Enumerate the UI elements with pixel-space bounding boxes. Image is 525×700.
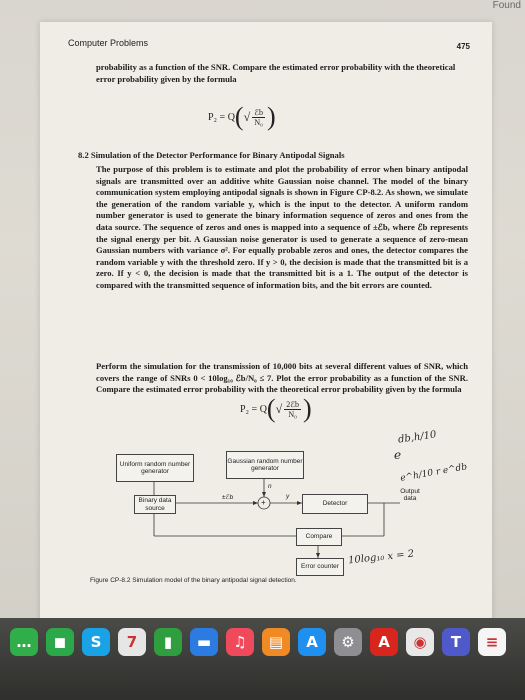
handwritten-note-2: e bbox=[394, 448, 402, 462]
problem-paragraph-1: The purpose of this problem is to estimate and plot the probability of error when binary antipodal signals are transmitted over an additive white Gaussian noise channel. The model of the binary communication system employing antipodal signals is shown in Figure CP-8.2. As shown, we simulate the generation of the random variable y, which is the input to the detector. A uniform random number generator is used to generate the binary information sequence of zeros and ones from the data source. The sequence of zeros and ones is mapped into a sequence of ±ℰb, where ℰb represents the signal energy per bit. A Gaussian noise generator is used to generate a sequence of zero-mean Gaussian numbers with variance σ². For equally probable zeros and ones, the detector compares the random variable y with the threshold zero. If y > 0, the decision is made that the transmitted bit is a zero. If y < 0, the decision is made that the transmitted bit is a 1. The output of the detector is compared with the transmitted sequence of information bits, and the bit errors are counted. bbox=[96, 164, 468, 290]
uniform-random-generator-box: Uniform random number generator bbox=[116, 454, 194, 482]
output-data-label: Output data bbox=[400, 488, 420, 502]
formula-2-numerator: 2ℰb bbox=[286, 399, 300, 409]
formula-1-lhs: P₂ = Q bbox=[208, 111, 235, 123]
books-icon[interactable]: ▤ bbox=[262, 628, 290, 656]
document-page bbox=[40, 22, 492, 618]
acrobat-icon[interactable]: A bbox=[370, 628, 398, 656]
gaussian-random-generator-box: Gaussian random number generator bbox=[226, 451, 304, 479]
problem-title: 8.2 Simulation of the Detector Performance for Binary Antipodal Signals bbox=[78, 150, 345, 160]
formula-2-lhs: P₂ = Q bbox=[240, 403, 267, 415]
y-label: y bbox=[286, 493, 290, 500]
formula-1-denominator: N₀ bbox=[254, 117, 263, 127]
binary-data-source-box: Binary data source bbox=[134, 495, 176, 514]
pm-energy-label: ±ℰb bbox=[222, 494, 234, 501]
intro-paragraph: probability as a function of the SNR. Compare the estimated error probability with the theoretical error probability given by the formula bbox=[96, 62, 456, 84]
detector-box: Detector bbox=[302, 494, 368, 514]
handwritten-note-4: 10log₁₀ x = 2 bbox=[347, 548, 415, 567]
error-counter-box: Error counter bbox=[296, 558, 344, 576]
facetime-icon[interactable]: ◼ bbox=[46, 628, 74, 656]
formula-1-numerator: ℰb bbox=[254, 107, 264, 117]
window-corner-label: Found bbox=[492, 0, 521, 11]
keynote-icon[interactable]: ▬ bbox=[190, 628, 218, 656]
compare-box: Compare bbox=[296, 528, 342, 546]
notes-icon[interactable]: ≡ bbox=[478, 628, 506, 656]
settings-icon[interactable]: ⚙ bbox=[334, 628, 362, 656]
formula-2: P₂ = Q ( √ $\frac{\text{2ℰb}}{\text{N₀}}$ ) bbox=[240, 394, 312, 423]
running-header: Computer Problems bbox=[68, 38, 149, 48]
formula-1: P₂ = Q ( √ $\frac{\text{ℰb}}{\text{N₀}}$ ) bbox=[208, 102, 276, 131]
handwritten-note-1: db,h/10 bbox=[397, 429, 438, 446]
chrome-icon[interactable]: ◉ bbox=[406, 628, 434, 656]
appstore-icon[interactable]: A bbox=[298, 628, 326, 656]
numbers-icon[interactable]: ▮ bbox=[154, 628, 182, 656]
page-number: 475 bbox=[456, 42, 470, 51]
dock bbox=[0, 618, 525, 700]
figure-caption: Figure CP-8.2 Simulation model of the binary antipodal signal detection. bbox=[90, 577, 297, 584]
adder-plus-label: + bbox=[261, 498, 266, 507]
handwritten-note-3: e^h/10 r e^db bbox=[399, 462, 468, 484]
formula-2-denominator: N₀ bbox=[288, 409, 297, 419]
messages-icon[interactable]: … bbox=[10, 628, 38, 656]
problem-paragraph-2: Perform the simulation for the transmission of 10,000 bits at several different values of SNR, which covers the range of SNRs 0 < 10log₁₀ ℰb/N₀ ≤ 7. Plot the error probability as a function of the SNR. Compare the estimated error probability with the theoretical error probability given by the formula bbox=[96, 361, 468, 395]
calendar-icon[interactable]: 7 bbox=[118, 628, 146, 656]
music-icon[interactable]: ♫ bbox=[226, 628, 254, 656]
skype-icon[interactable]: S bbox=[82, 628, 110, 656]
noise-label: n bbox=[268, 483, 272, 490]
teams-icon[interactable]: T bbox=[442, 628, 470, 656]
